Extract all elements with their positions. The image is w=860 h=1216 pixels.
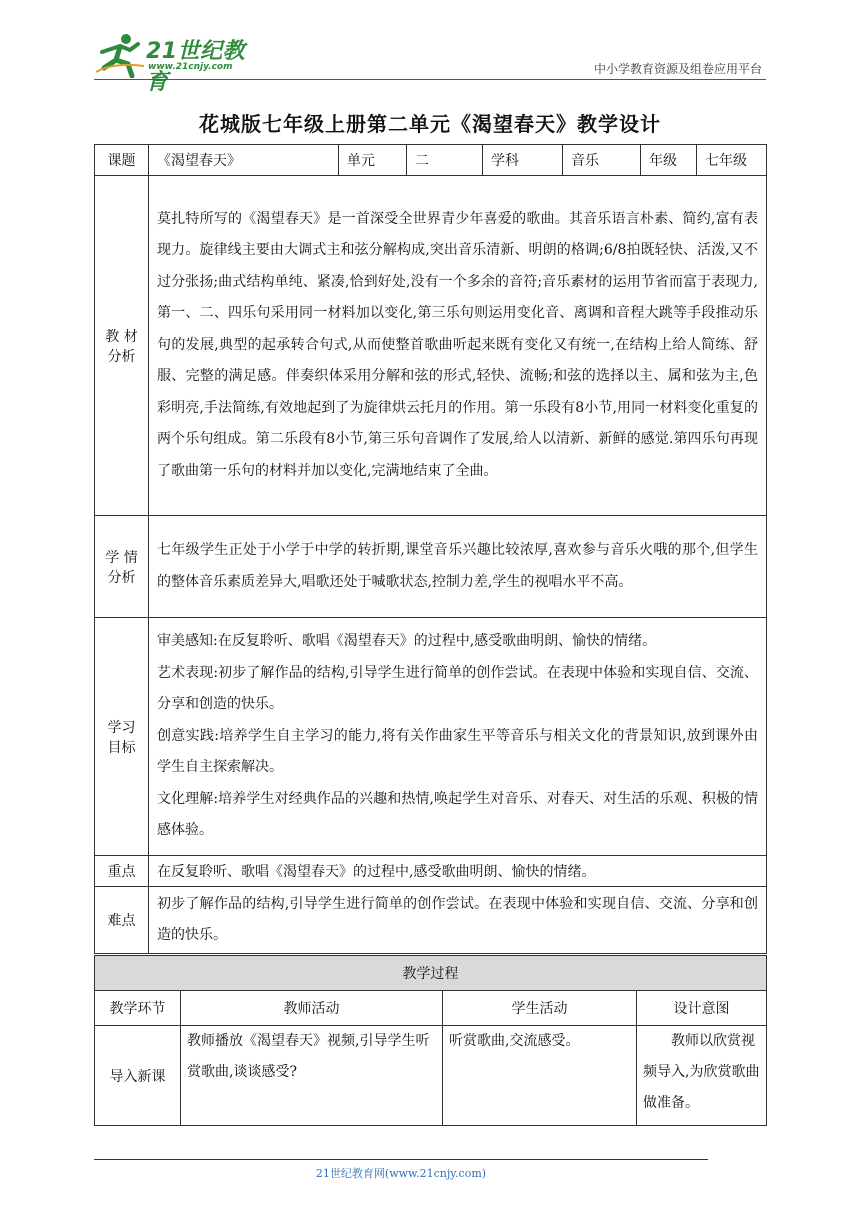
key-point-label: 重点: [95, 856, 149, 887]
material-analysis-label: 教 材 分析: [95, 176, 149, 516]
subject-label: 学科: [483, 145, 563, 176]
student-analysis-label: 学 情 分析: [95, 516, 149, 618]
runner-logo-icon: [94, 32, 146, 78]
student-analysis-text: 七年级学生正处于小学于中学的转折期,课堂音乐兴趣比较浓厚,喜欢参与音乐火哦的那个,但学生的整体音乐素质差异大,唱歌还处于喊歌状态,控制力差,学生的视唱水平不高。: [149, 516, 767, 618]
grade-value: 七年级: [697, 145, 767, 176]
teacher-activity-cell: 教师播放《渴望春天》视频,引导学生听赏歌曲,谈谈感受?: [181, 1026, 443, 1126]
goal-item: 创意实践:培养学生自主学习的能力,将有关作曲家生平等音乐与相关文化的背景知识,放到课外由学生自主探索解决。: [157, 727, 758, 776]
info-row: [95, 145, 767, 176]
student-analysis-row: [95, 516, 767, 618]
difficulty-text: 初步了解作品的结构,引导学生进行简单的创作尝试。在表现中体验和实现自信、交流、分享和创造的快乐。: [149, 887, 767, 954]
grade-label: 年级: [641, 145, 697, 176]
footer-divider: [94, 1159, 708, 1160]
header-student: 学生活动: [443, 991, 637, 1026]
difficulty-label: 难点: [95, 887, 149, 954]
process-header-row: [95, 991, 767, 1026]
key-point-text: 在反复聆听、歌唱《渴望春天》的过程中,感受歌曲明朗、愉快的情绪。: [149, 856, 767, 887]
process-title-row: [95, 956, 767, 991]
material-analysis-text: 莫扎特所写的《渴望春天》是一首深受全世界青少年喜爱的歌曲。其音乐语言朴素、简约,富有表现力。旋律线主要由大调式主和弦分解构成,突出音乐清新、明朗的格调;6/8拍既轻快、活泼,又不过分张扬;曲式结构单纯、紧凑,恰到好处,没有一个多余的音符;音乐素材的运用节省而富于表现力,第一、二、四乐句采用同一材料加以变化,第三乐句则运用变化音、离调和音程大跳等手段推动乐句的发展,典型的起承转合句式,从而使整首歌曲听起来既有变化又有统一,在结构上给人简练、舒服、完整的满足感。伴奏织体采用分解和弦的形式,轻快、流畅;和弦的选择以主、属和弦为主,色彩明亮,手法简练,有效地起到了为旋律烘云托月的作用。第一乐段有8小节,用同一材料变化重复的两个乐句组成。第二乐段有8小节,第三乐句音调作了发展,给人以清新、新鲜的感觉.第四乐句再现了歌曲第一乐句的材料并加以变化,完满地结束了全曲。: [149, 176, 767, 516]
learning-goals-label: 学习 目标: [95, 618, 149, 856]
unit-label: 单元: [339, 145, 407, 176]
subject-value: 音乐: [563, 145, 641, 176]
header-divider: [94, 79, 766, 80]
logo-text: 21世纪教育: [146, 39, 246, 95]
process-row: [95, 1026, 767, 1126]
header-teacher: 教师活动: [181, 991, 443, 1026]
learning-goals-list: [149, 618, 767, 856]
lesson-info-table: [94, 144, 767, 954]
topic-value: 《渴望春天》: [149, 145, 339, 176]
teaching-process-table: [94, 955, 767, 1126]
learning-goals-row: [95, 618, 767, 856]
topic-label: 课题: [95, 145, 149, 176]
goal-item: 审美感知:在反复聆听、歌唱《渴望春天》的过程中,感受歌曲明朗、愉快的情绪。: [157, 633, 657, 650]
student-activity-cell: 听赏歌曲,交流感受。: [443, 1026, 637, 1126]
stage-cell: 导入新课: [95, 1026, 181, 1126]
difficulty-row: [95, 887, 767, 954]
footer-link[interactable]: 21世纪教育网(www.21cnjy.com): [315, 1167, 487, 1180]
logo-url: www.21cnjy.com: [148, 62, 233, 72]
header-platform-text: 中小学教育资源及组卷应用平台: [593, 62, 762, 76]
material-analysis-row: [95, 176, 767, 516]
intent-cell: 教师以欣赏视频导入,为欣赏歌曲做准备。: [637, 1026, 767, 1126]
header-intent: 设计意图: [637, 991, 767, 1026]
goal-item: 艺术表现:初步了解作品的结构,引导学生进行简单的创作尝试。在表现中体验和实现自信、交流、分享和创造的快乐。: [157, 664, 758, 713]
logo: [94, 32, 264, 95]
page-header: [94, 30, 766, 95]
process-title: 教学过程: [95, 956, 767, 991]
unit-value: 二: [407, 145, 483, 176]
goal-item: 文化理解:培养学生对经典作品的兴趣和热情,唤起学生对音乐、对春天、对生活的乐观、积极的情感体验。: [157, 790, 758, 839]
key-point-row: [95, 856, 767, 887]
header-stage: 教学环节: [95, 991, 181, 1026]
document-title: 花城版七年级上册第二单元《渴望春天》教学设计: [199, 112, 661, 136]
